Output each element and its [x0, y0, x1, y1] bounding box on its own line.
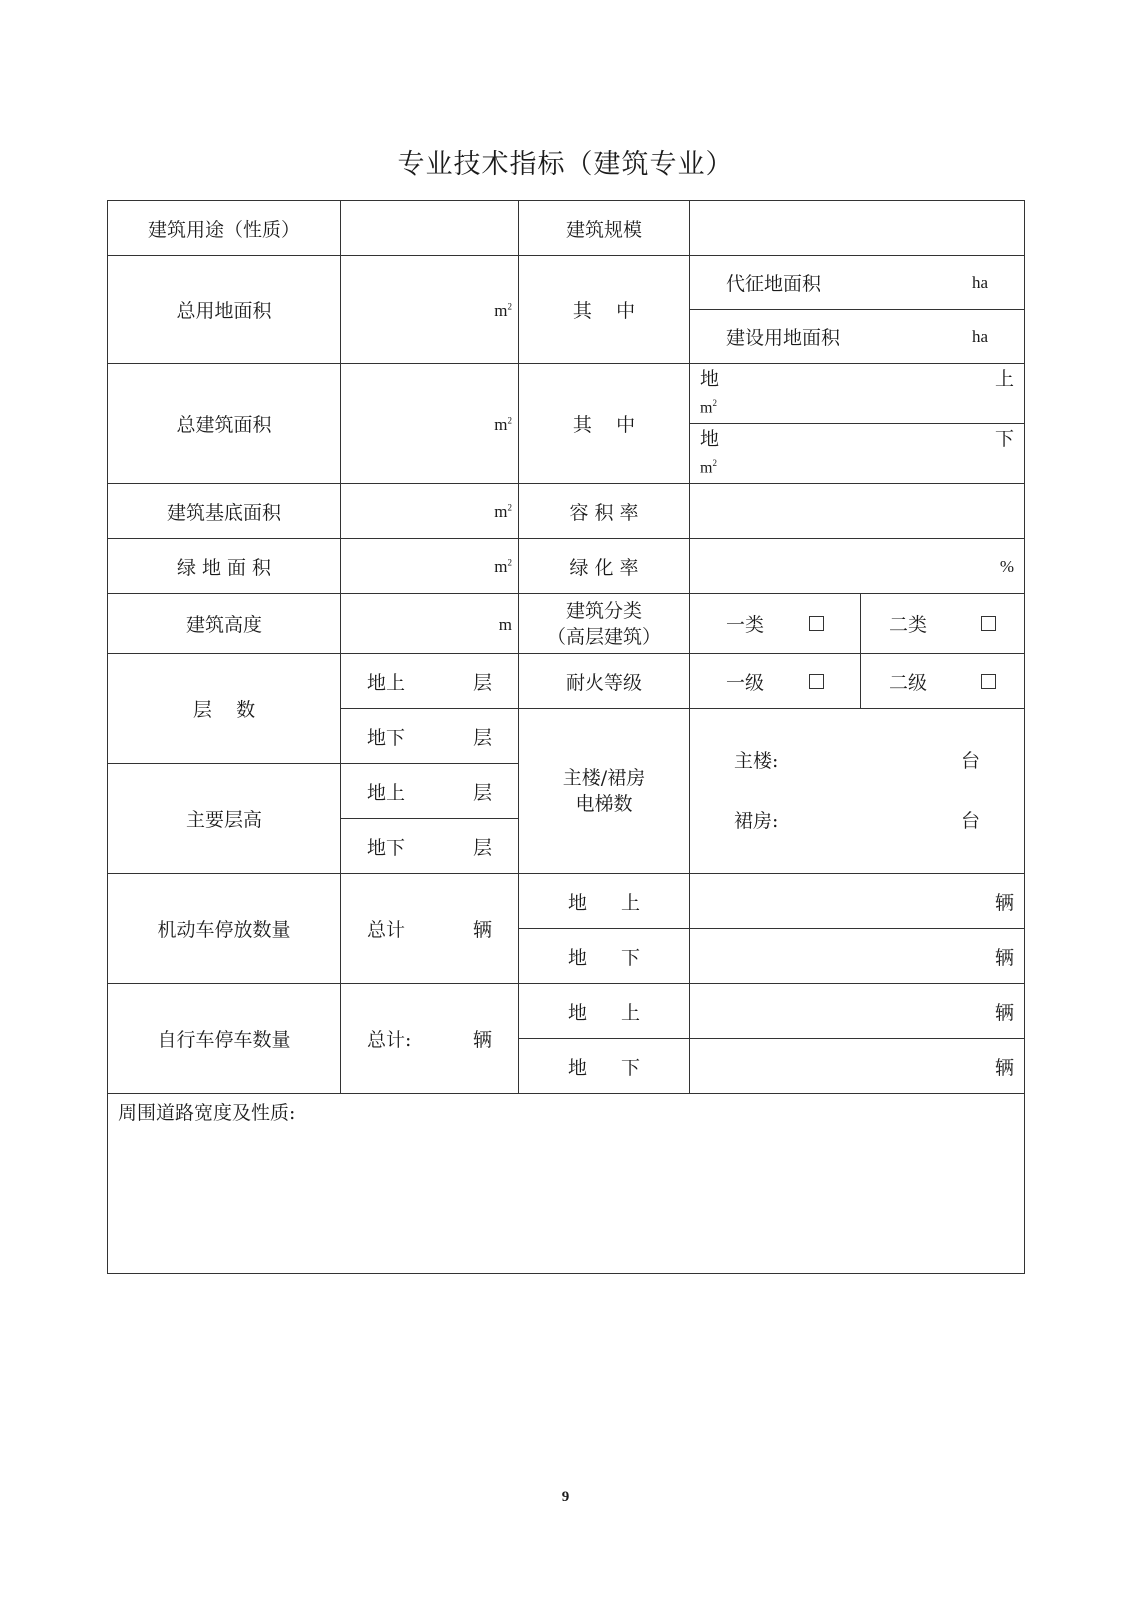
- grade-1-label: 一级: [726, 671, 765, 694]
- fire-rating-label: 耐火等级: [519, 654, 690, 709]
- char-di: 地: [567, 891, 587, 914]
- land-among-label: 其 中: [519, 256, 690, 364]
- podium-label: 裙房:: [734, 810, 779, 832]
- green-area-label: 绿 地 面 积: [108, 539, 341, 594]
- elevator-label-line1: 主楼/裙房: [562, 767, 646, 789]
- green-area-field[interactable]: [341, 539, 519, 594]
- building-height-field[interactable]: [341, 594, 519, 654]
- motor-vehicle-label: 机动车停放数量: [108, 874, 341, 984]
- unit-square-meter: $m^2$: [700, 457, 717, 477]
- total-land-area-label: 总用地面积: [108, 256, 341, 364]
- above-char-1: 地: [700, 367, 720, 390]
- building-class-label-line1: 建筑分类: [565, 599, 642, 622]
- floor-unit: 层: [472, 726, 492, 749]
- above-ground-area-field[interactable]: [690, 364, 1025, 424]
- main-building-label: 主楼:: [734, 750, 779, 772]
- green-rate-field[interactable]: [690, 539, 1025, 594]
- elevator-unit: 台: [960, 810, 980, 832]
- below-ground-area-field[interactable]: [690, 424, 1025, 484]
- vehicle-unit: 辆: [472, 919, 492, 941]
- total-land-area-field[interactable]: [341, 256, 519, 364]
- row-bicycle-above: [108, 984, 1025, 1039]
- surrounding-roads-label: 周围道路宽度及性质:: [118, 1102, 296, 1124]
- main-height-below-label: 地下: [367, 836, 406, 859]
- bicycle-above-label: [519, 984, 690, 1039]
- class-2-option[interactable]: [861, 594, 1025, 654]
- base-area-label: 建筑基底面积: [108, 484, 341, 539]
- vehicle-unit: 辆: [994, 1056, 1014, 1079]
- floor-unit: 层: [472, 781, 492, 804]
- unit-square-meter: $m^2$: [494, 300, 512, 320]
- char-shang: 上: [621, 1001, 641, 1024]
- bicycle-label: 自行车停车数量: [108, 984, 341, 1094]
- checkbox-grade-2[interactable]: [981, 674, 996, 689]
- main-height-above-field[interactable]: [341, 764, 519, 819]
- below-char-1: 地: [700, 427, 720, 450]
- above-char-2: 上: [994, 367, 1014, 390]
- elevator-unit: 台: [960, 750, 980, 772]
- building-use-field[interactable]: [341, 201, 519, 256]
- motor-above-field[interactable]: [690, 874, 1025, 929]
- construction-land-area-label: 建设用地面积: [726, 327, 841, 349]
- floor-unit: 层: [472, 836, 492, 859]
- floors-above-field[interactable]: [341, 654, 519, 709]
- vehicle-unit: 辆: [994, 1001, 1014, 1024]
- char-di: 地: [567, 946, 587, 969]
- percent-sign: %: [999, 557, 1014, 576]
- row-motor-vehicle-above: [108, 874, 1025, 929]
- floor-area-ratio-field[interactable]: [690, 484, 1025, 539]
- unit-hectare: ha: [971, 272, 988, 292]
- unit-square-meter: $m^2$: [494, 414, 512, 434]
- vehicle-unit: 辆: [994, 891, 1014, 914]
- below-char-2: 下: [994, 427, 1014, 450]
- class-1-option[interactable]: [690, 594, 861, 654]
- construction-land-area-field[interactable]: [690, 310, 1025, 364]
- floors-below-label: 地下: [367, 726, 406, 749]
- total-floor-area-field[interactable]: [341, 364, 519, 484]
- bicycle-below-label: [519, 1039, 690, 1094]
- floor-area-ratio-label: 容 积 率: [519, 484, 690, 539]
- row-building-use: [108, 201, 1025, 256]
- vehicle-unit: 辆: [994, 946, 1014, 969]
- row-green-area: [108, 539, 1025, 594]
- row-total-floor-area: [108, 364, 1025, 424]
- page-number: 9: [561, 1489, 570, 1505]
- row-building-height: [108, 594, 1025, 654]
- class-1-label: 一类: [726, 614, 765, 636]
- main-height-below-field[interactable]: [341, 819, 519, 874]
- floors-above-label: 地上: [367, 671, 406, 694]
- unit-meter: m: [498, 614, 512, 634]
- grade-1-option[interactable]: [690, 654, 861, 709]
- char-di: 地: [567, 1056, 587, 1079]
- motor-below-label: [519, 929, 690, 984]
- floor-among-label: 其 中: [519, 364, 690, 484]
- floor-unit: 层: [472, 671, 492, 694]
- building-class-label: [519, 594, 690, 654]
- char-shang: 上: [621, 891, 641, 914]
- main-height-above-label: 地上: [367, 781, 406, 804]
- floors-label: 层 数: [108, 654, 341, 764]
- building-use-label: 建筑用途（性质）: [108, 201, 341, 256]
- building-class-label-line2: （高层建筑）: [546, 625, 661, 648]
- surrounding-roads-field[interactable]: [108, 1094, 1025, 1274]
- motor-vehicle-total-label: 总计: [367, 919, 406, 941]
- green-rate-label: 绿 化 率: [519, 539, 690, 594]
- total-floor-area-label: 总建筑面积: [108, 364, 341, 484]
- char-xia: 下: [621, 1056, 641, 1079]
- grade-2-option[interactable]: [861, 654, 1025, 709]
- base-area-field[interactable]: [341, 484, 519, 539]
- row-total-land-area: [108, 256, 1025, 310]
- bicycle-total-field[interactable]: [341, 984, 519, 1094]
- vehicle-unit: 辆: [472, 1029, 492, 1051]
- motor-vehicle-total-field[interactable]: [341, 874, 519, 984]
- building-scale-label: 建筑规模: [519, 201, 690, 256]
- acquired-land-area-label: 代征地面积: [726, 273, 822, 295]
- checkbox-grade-1[interactable]: [809, 674, 824, 689]
- motor-above-label: [519, 874, 690, 929]
- unit-square-meter: $m^2$: [700, 397, 717, 417]
- grade-2-label: 二级: [889, 671, 928, 694]
- class-2-label: 二类: [889, 614, 928, 636]
- unit-square-meter: $m^2$: [494, 557, 512, 576]
- main-floor-height-label: 主要层高: [108, 764, 341, 874]
- elevator-count-label: [519, 709, 690, 874]
- motor-below-field[interactable]: [690, 929, 1025, 984]
- acquired-land-area-field[interactable]: [690, 256, 1025, 310]
- elevator-count-field[interactable]: [690, 709, 1025, 874]
- building-scale-field[interactable]: [690, 201, 1025, 256]
- unit-square-meter: $m^2$: [494, 502, 512, 521]
- checkbox-class-1[interactable]: [809, 616, 824, 631]
- row-surrounding-roads: [108, 1094, 1025, 1274]
- bicycle-below-field[interactable]: [690, 1039, 1025, 1094]
- building-indicators-table: [107, 200, 1025, 1274]
- page-title: 专业技术指标（建筑专业）: [397, 149, 734, 180]
- bicycle-above-field[interactable]: [690, 984, 1025, 1039]
- char-di: 地: [567, 1001, 587, 1024]
- bicycle-total-label: 总计:: [367, 1029, 412, 1051]
- row-floors-above: [108, 654, 1025, 709]
- char-xia: 下: [621, 946, 641, 969]
- row-base-area: [108, 484, 1025, 539]
- floors-below-field[interactable]: [341, 709, 519, 764]
- building-height-label: 建筑高度: [108, 594, 341, 654]
- elevator-label-line2: 电梯数: [575, 793, 633, 815]
- unit-hectare: ha: [971, 326, 988, 346]
- checkbox-class-2[interactable]: [981, 616, 996, 631]
